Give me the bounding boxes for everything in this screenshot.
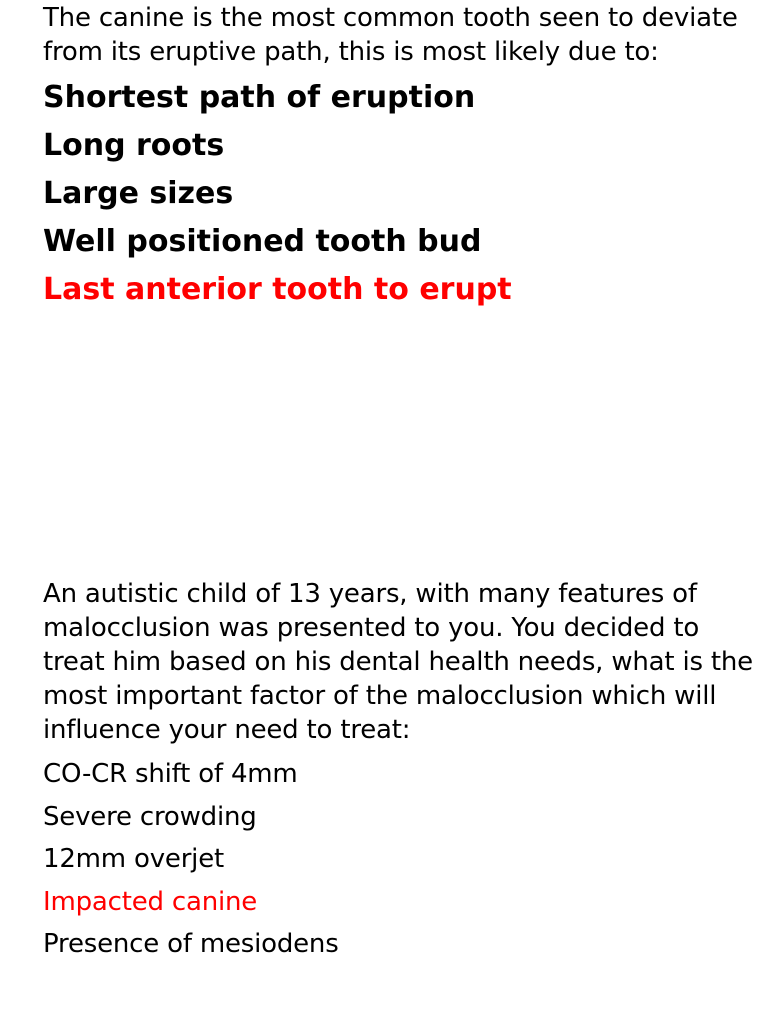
question-2-text: An autistic child of 13 years, with many features of malocclusion was presented to you. You decided to treat him based on his dental health needs, what is the most important factor of the malocclusion which will influence your need to treat: — [43, 579, 753, 745]
question-1-options — [43, 74, 758, 314]
option-item: Well positioned tooth bud — [43, 224, 482, 259]
option-item: Severe crowding — [43, 801, 257, 832]
option-item: Shortest path of eruption — [43, 80, 476, 115]
question-2-options — [43, 753, 758, 966]
correct-answer: Impacted canine — [43, 886, 258, 917]
option-item: Long roots — [43, 128, 225, 163]
option-item: 12mm overjet — [43, 844, 224, 874]
question-1-text: The canine is the most common tooth seen to deviate from its eruptive path, this is most likely due to: — [43, 3, 738, 67]
correct-answer: Last anterior tooth to erupt — [43, 272, 512, 307]
option-item: CO-CR shift of 4mm — [43, 759, 298, 789]
question-2 — [43, 577, 758, 966]
option-item: Presence of mesiodens — [43, 929, 339, 959]
option-item: Large sizes — [43, 176, 234, 211]
question-1 — [43, 1, 758, 314]
